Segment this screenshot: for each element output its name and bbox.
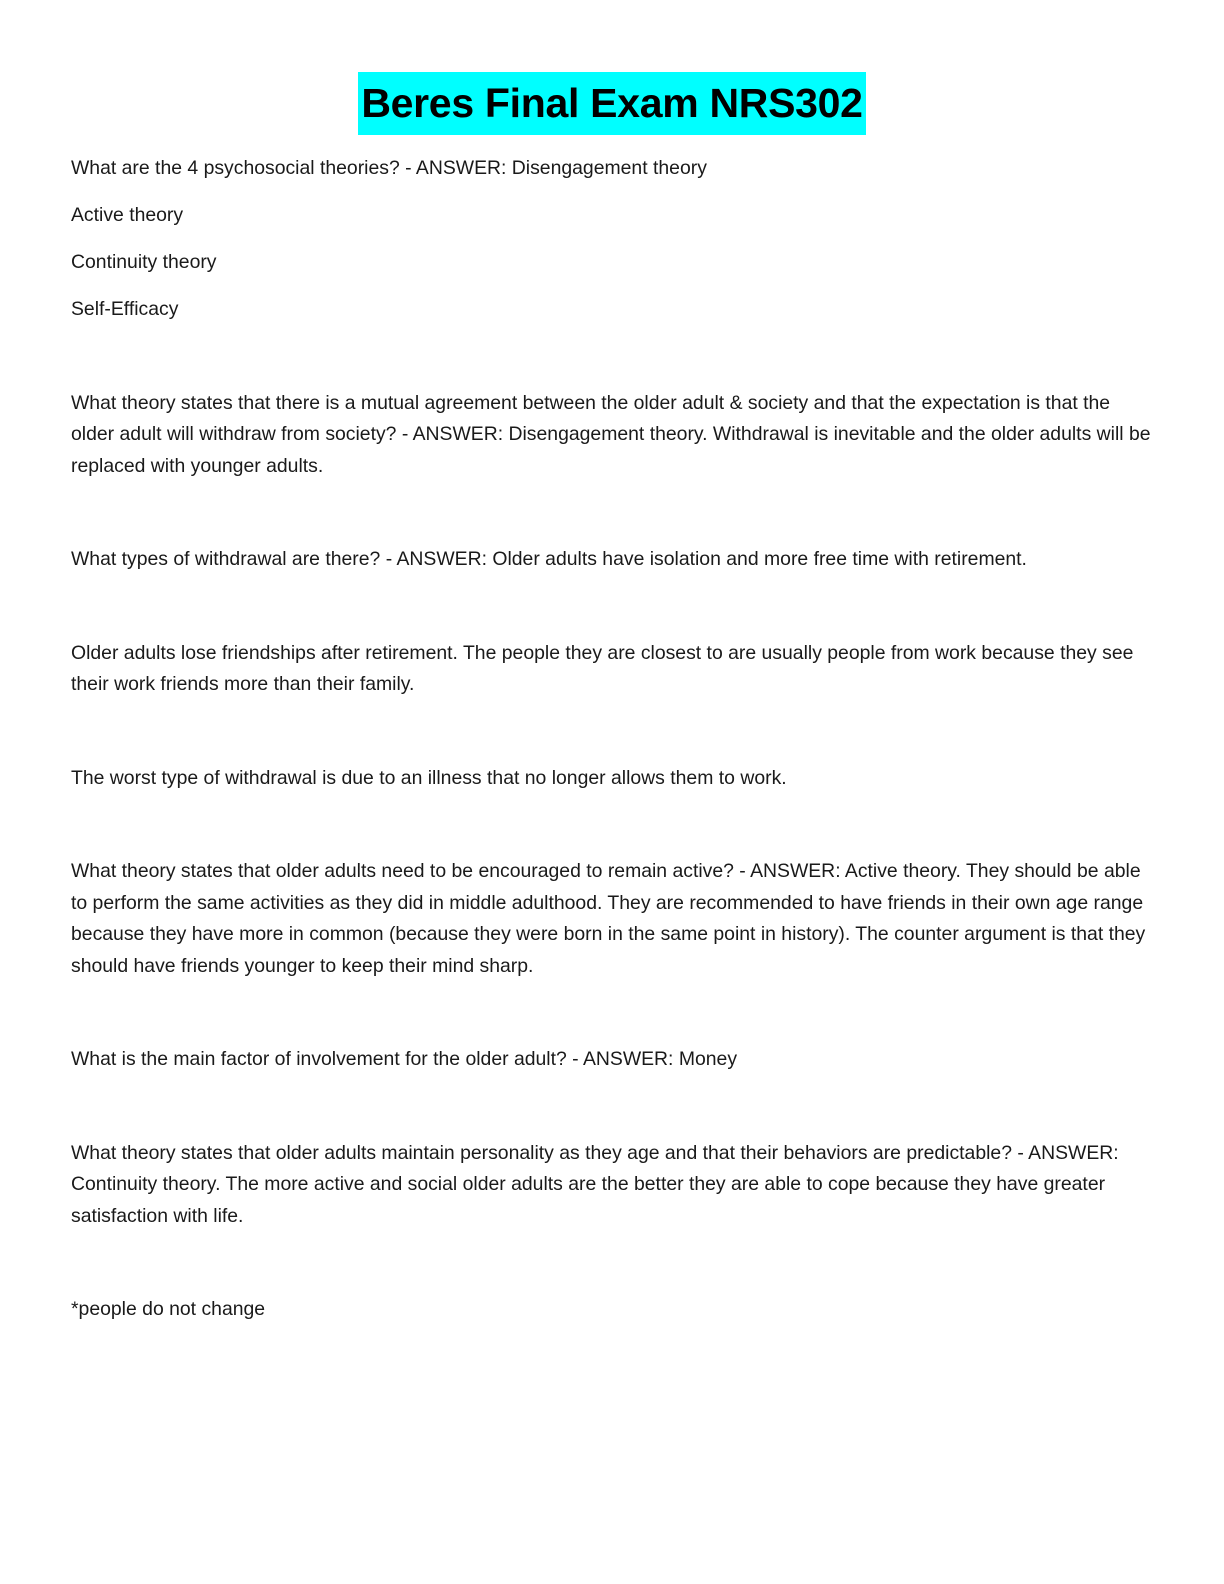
paragraph: Self-Efficacy [71,298,179,320]
paragraph: The worst type of withdrawal is due to an illness that no longer allows them to work. [71,766,787,789]
paragraph: What is the main factor of involvement for the older adult? - ANSWER: Money [71,1048,738,1070]
document-title: Beres Final Exam NRS302 [358,72,865,135]
paragraph: What theory states that older adults need to be encouraged to remain active? - ANSWER: Active theory. They should be able to perform the same activities as they did in middle adulthood. They are recommended to have friends in their own age range because they have more in common (because they were born in the same point in history). The counter argument is that they should have friends younger to keep their mind sharp. [71,860,1146,977]
paragraph: What are the 4 psychosocial theories? - ANSWER: Disengagement theory [71,157,707,179]
paragraph: What theory states that older adults maintain personality as they age and that their behaviors are predictable? - ANSWER: Continuity theory. The more active and social older adults are the better they are able to cope because they have greater satisfaction with life. [71,1141,1119,1227]
paragraph: *people do not change [71,1298,266,1320]
paragraph: Continuity theory [71,251,217,273]
document-body [71,153,1153,1326]
paragraph: What theory states that there is a mutual agreement between the older adult & society and that the expectation is that the older adult will withdraw from society? - ANSWER: Disengagement theory. Withdrawal is inevitable and the older adults will be replaced with younger adults. [71,391,1151,477]
title-container [0,72,1224,135]
paragraph: Active theory [71,204,184,226]
paragraph: What types of withdrawal are there? - ANSWER: Older adults have isolation and more free time with retirement. [71,548,1027,570]
paragraph: Older adults lose friendships after retirement. The people they are closest to are usually people from work because they see their work friends more than their family. [71,641,1134,695]
